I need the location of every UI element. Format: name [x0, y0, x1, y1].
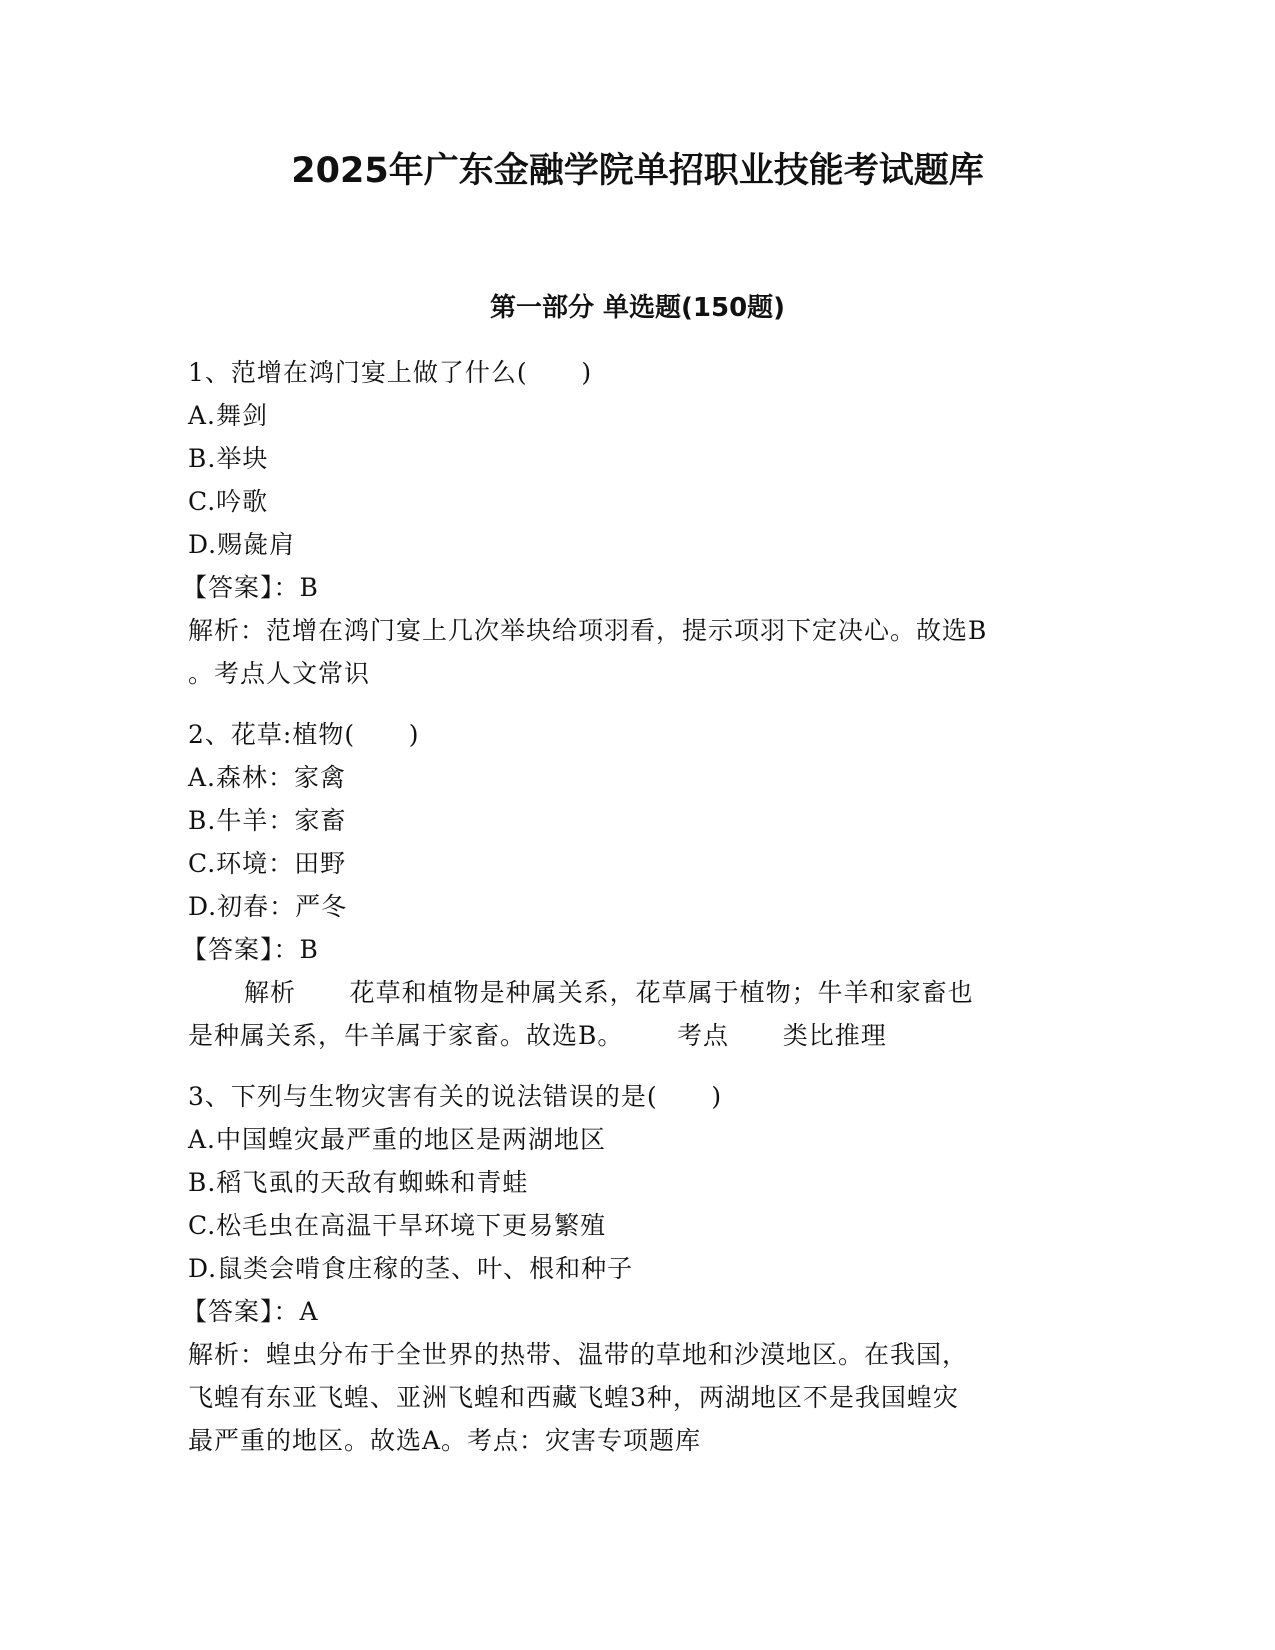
- analysis-line: 解析：蝗虫分布于全世界的热带、温带的草地和沙漠地区。在我国，: [188, 1340, 969, 1369]
- answer: 【答案】：B: [182, 935, 319, 964]
- question-stem: 3、下列与生物灾害有关的说法错误的是( ): [188, 1082, 723, 1111]
- answer: 【答案】：A: [182, 1297, 319, 1326]
- option-b: B.举块: [188, 444, 269, 473]
- question-3: [182, 1075, 1088, 1462]
- section-title: 第一部分 单选题(150题): [489, 293, 786, 323]
- question-list: [182, 351, 1088, 1480]
- option-c: C.环境：田野: [188, 849, 347, 878]
- answer: 【答案】：B: [182, 573, 319, 602]
- option-a: A.森林：家禽: [188, 763, 347, 792]
- option-d: D.赐彘肩: [188, 530, 296, 559]
- document-title: 2025年广东金融学院单招职业技能考试题库: [291, 151, 984, 191]
- analysis-line: 解析 花草和植物是种属关系，花草属于植物；牛羊和家畜也: [244, 978, 974, 1007]
- option-a: A.舞剑: [188, 401, 269, 430]
- analysis-line: 飞蝗有东亚飞蝗、亚洲飞蝗和西藏飞蝗3种，两湖地区不是我国蝗灾: [188, 1383, 959, 1412]
- option-b: B.稻飞虱的天敌有蜘蛛和青蛙: [188, 1168, 529, 1197]
- option-d: D.初春：严冬: [188, 892, 348, 921]
- analysis-line: 解析：范增在鸿门宴上几次举块给项羽看，提示项羽下定决心。故选B: [188, 616, 988, 645]
- option-b: B.牛羊：家畜: [188, 806, 347, 835]
- option-c: C.松毛虫在高温干旱环境下更易繁殖: [188, 1211, 607, 1240]
- question-stem: 1、范增在鸿门宴上做了什么( ): [188, 358, 593, 387]
- option-c: C.吟歌: [188, 487, 269, 516]
- analysis-line: 最严重的地区。故选A。考点：灾害专项题库: [188, 1426, 702, 1455]
- question-2: [182, 713, 1088, 1057]
- question-1: [182, 351, 1088, 695]
- analysis-line: 。考点人文常识: [188, 659, 371, 688]
- option-d: D.鼠类会啃食庄稼的茎、叶、根和种子: [188, 1254, 634, 1283]
- question-stem: 2、花草:植物( ): [188, 720, 420, 749]
- analysis-line: 是种属关系，牛羊属于家畜。故选B。 考点 类比推理: [188, 1021, 887, 1050]
- option-a: A.中国蝗灾最严重的地区是两湖地区: [188, 1125, 607, 1154]
